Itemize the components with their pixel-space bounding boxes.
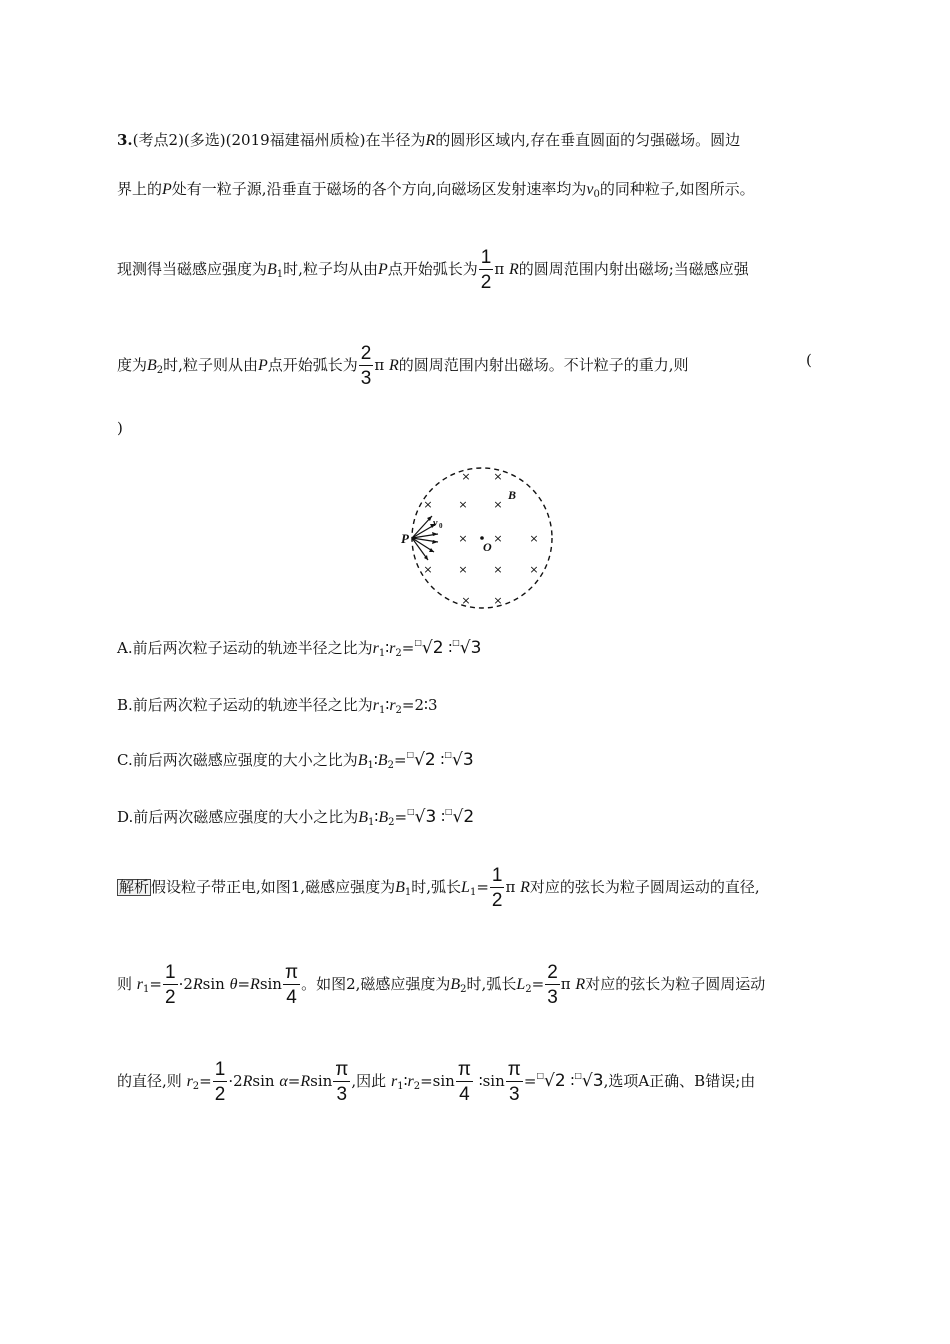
var-R: R bbox=[425, 132, 436, 149]
frac-num: 2 bbox=[547, 962, 558, 983]
frac-num: π bbox=[284, 962, 299, 983]
analysis-text: 则 bbox=[117, 975, 133, 993]
root-index: □ bbox=[407, 807, 415, 816]
question-line-1 bbox=[117, 133, 740, 149]
equals: = bbox=[523, 1072, 537, 1090]
ratio-colon: ∶ bbox=[373, 751, 378, 769]
ratio-colon: ∶ bbox=[403, 1072, 408, 1090]
var-r: r bbox=[186, 1073, 193, 1090]
answer-paren-close: ) bbox=[117, 419, 123, 437]
fraction-1-2 bbox=[490, 866, 505, 910]
var-r: r bbox=[389, 697, 396, 714]
subscript: 2 bbox=[460, 984, 467, 995]
option-text: A.前后两次粒子运动的轨迹半径之比为 bbox=[117, 639, 373, 657]
analysis-text: 时,弧长 bbox=[411, 878, 462, 896]
root-index: □ bbox=[444, 750, 452, 759]
sin: sin bbox=[252, 1072, 275, 1090]
subscript: 2 bbox=[156, 365, 164, 376]
label-B: B bbox=[508, 488, 517, 502]
cube-root-2 bbox=[445, 807, 474, 827]
equals: = bbox=[420, 1072, 433, 1090]
frac-den: 2 bbox=[164, 987, 176, 1008]
var-R: R bbox=[192, 976, 203, 993]
ratio-colon: ∶ bbox=[448, 639, 453, 657]
label-v0-sub: 0 bbox=[439, 522, 443, 530]
analysis-line-1 bbox=[117, 866, 760, 910]
frac-num: 1 bbox=[214, 1059, 226, 1080]
stem-text: 界上的 bbox=[117, 180, 163, 198]
var-r: r bbox=[390, 1073, 398, 1090]
fraction-1-2 bbox=[213, 1060, 228, 1104]
subscript: 1 bbox=[367, 760, 374, 771]
subscript: 1 bbox=[404, 887, 412, 898]
analysis-text: 假设粒子带正电,如图1,磁感应强度为 bbox=[151, 878, 396, 896]
pi-symbol: π bbox=[560, 975, 571, 993]
frac-den: 3 bbox=[509, 1084, 520, 1105]
fraction-2-3 bbox=[359, 344, 374, 388]
analysis-text: 的直径,则 bbox=[117, 1072, 182, 1090]
var-R: R bbox=[508, 261, 519, 278]
option-C[interactable] bbox=[117, 751, 474, 771]
var-R: R bbox=[300, 1073, 311, 1090]
subscript: 0 bbox=[593, 189, 600, 200]
cross-mark: × bbox=[461, 594, 471, 607]
var-R: R bbox=[575, 976, 586, 993]
option-D[interactable] bbox=[117, 808, 474, 828]
equals: = bbox=[199, 1072, 212, 1090]
root-index: □ bbox=[444, 807, 453, 816]
var-B: B bbox=[267, 261, 277, 278]
var-B: B bbox=[357, 752, 368, 769]
cross-mark: × bbox=[461, 470, 471, 483]
var-theta: θ bbox=[229, 976, 238, 993]
stem-text: 时,粒子均从由 bbox=[283, 260, 378, 278]
pi-symbol: π bbox=[494, 260, 505, 278]
cross-mark: × bbox=[423, 498, 433, 511]
question-line-3 bbox=[117, 248, 749, 292]
var-r: r bbox=[372, 640, 379, 657]
root-index: □ bbox=[414, 638, 422, 647]
var-B: B bbox=[378, 809, 389, 826]
var-r: r bbox=[407, 1073, 414, 1090]
stem-text: 的圆周范围内射出磁场。不计粒子的重力,则 bbox=[398, 356, 689, 374]
radicand: √2 bbox=[544, 1071, 566, 1091]
subscript: 1 bbox=[276, 269, 284, 280]
label-v0: v bbox=[433, 518, 438, 529]
subscript: 1 bbox=[379, 705, 386, 716]
option-A[interactable] bbox=[117, 639, 481, 659]
frac-den: 3 bbox=[360, 368, 372, 389]
root-index: □ bbox=[574, 1071, 582, 1080]
subscript: 2 bbox=[413, 1081, 421, 1092]
stem-text: 度为 bbox=[117, 356, 148, 374]
frac-den: 3 bbox=[547, 987, 558, 1008]
var-R: R bbox=[388, 357, 399, 374]
ratio-colon: ∶ bbox=[385, 696, 390, 714]
question-line-4 bbox=[117, 344, 689, 388]
subscript: 2 bbox=[395, 648, 402, 659]
subscript: 1 bbox=[469, 887, 477, 898]
label-O: O bbox=[483, 540, 492, 554]
radicand: √3 bbox=[414, 807, 437, 827]
cube-root-3 bbox=[407, 807, 436, 827]
stem-text: 点开始弧长为 bbox=[387, 260, 478, 278]
var-B: B bbox=[147, 357, 157, 374]
pi-symbol: π bbox=[505, 878, 516, 896]
analysis-text: 对应的弦长为粒子圆周运动的直径, bbox=[529, 878, 760, 896]
stem-text: 时,粒子则从由 bbox=[163, 356, 258, 374]
cross-mark: × bbox=[493, 563, 503, 576]
var-R: R bbox=[250, 976, 260, 993]
stem-text: 处有一粒子源,沿垂直于磁场的各个方向,向磁场区发射速率均为 bbox=[171, 180, 587, 198]
frac-num: 1 bbox=[480, 247, 492, 268]
var-B: B bbox=[377, 752, 388, 769]
stem-text: 点开始弧长为 bbox=[267, 356, 358, 374]
analysis-line-3 bbox=[117, 1060, 755, 1104]
sin: sin bbox=[482, 1072, 505, 1090]
var-B: B bbox=[395, 879, 405, 896]
sin: sin bbox=[259, 975, 282, 993]
subscript: 2 bbox=[525, 984, 532, 995]
frac-den: 4 bbox=[286, 987, 297, 1008]
var-R: R bbox=[242, 1073, 253, 1090]
radicand: √2 bbox=[414, 750, 436, 770]
var-v: v bbox=[586, 181, 594, 198]
analysis-line-2 bbox=[117, 963, 765, 1007]
radicand: √2 bbox=[452, 807, 475, 827]
radicand: √3 bbox=[451, 750, 474, 770]
frac-den: 3 bbox=[336, 1084, 348, 1105]
radicand: √2 bbox=[421, 638, 444, 658]
root-index: □ bbox=[452, 638, 460, 647]
equals: = bbox=[394, 808, 408, 826]
subscript: 1 bbox=[368, 817, 375, 828]
root-index: □ bbox=[406, 750, 415, 759]
subscript: 1 bbox=[397, 1081, 404, 1092]
cube-root-2 bbox=[407, 750, 436, 770]
fraction-1-2 bbox=[163, 963, 178, 1007]
stem-text: 的同种粒子,如图所示。 bbox=[599, 180, 755, 198]
option-text: C.前后两次磁感应强度的大小之比为 bbox=[117, 751, 358, 769]
cube-root-3 bbox=[444, 750, 473, 770]
option-text: D.前后两次磁感应强度的大小之比为 bbox=[117, 808, 359, 826]
cross-mark: × bbox=[493, 532, 503, 545]
cross-mark: × bbox=[493, 470, 503, 483]
frac-num: π bbox=[335, 1059, 349, 1080]
question-tags: (考点2)(多选)(2019福建福州质检) bbox=[132, 131, 366, 149]
analysis-text: ·2 bbox=[178, 975, 193, 993]
sin: sin bbox=[202, 975, 225, 993]
label-P: P bbox=[401, 531, 409, 546]
var-B: B bbox=[358, 809, 369, 826]
cross-mark: × bbox=[529, 563, 539, 576]
option-B[interactable] bbox=[117, 698, 437, 716]
frac-num: π bbox=[507, 1059, 521, 1080]
frac-num: π bbox=[457, 1059, 471, 1080]
question-number: 3. bbox=[117, 131, 133, 149]
var-L: L bbox=[516, 976, 526, 993]
cube-root-2 bbox=[536, 1071, 565, 1091]
cross-mark: × bbox=[493, 594, 503, 607]
ratio-colon: ∶ bbox=[441, 808, 445, 826]
equals: = bbox=[393, 751, 407, 769]
stem-text: 的圆周范围内射出磁场;当磁感应强 bbox=[518, 260, 749, 278]
sin: sin bbox=[432, 1072, 455, 1090]
analysis-text: ,因此 bbox=[351, 1072, 387, 1090]
subscript: 1 bbox=[378, 648, 386, 659]
cross-mark: × bbox=[493, 498, 503, 511]
radicand: √3 bbox=[581, 1071, 604, 1091]
ratio-colon: ∶ bbox=[570, 1072, 575, 1090]
fraction-1-2 bbox=[479, 248, 494, 292]
var-L: L bbox=[461, 879, 470, 896]
fraction-pi-3 bbox=[333, 1060, 350, 1104]
frac-den: 2 bbox=[214, 1084, 226, 1105]
cube-root-3 bbox=[574, 1071, 603, 1091]
subscript: 2 bbox=[387, 760, 394, 771]
frac-num: 2 bbox=[360, 343, 372, 364]
frac-num: 1 bbox=[491, 865, 503, 886]
cube-root-3 bbox=[452, 638, 481, 658]
subscript: 2 bbox=[395, 705, 402, 716]
cube-root-2 bbox=[414, 638, 443, 658]
var-alpha: α bbox=[279, 1073, 288, 1090]
analysis-text: ,选项A正确、B错误;由 bbox=[603, 1072, 756, 1090]
pi-symbol: π bbox=[374, 356, 385, 374]
magnetic-field-diagram bbox=[392, 466, 560, 610]
var-B: B bbox=[450, 976, 461, 993]
ratio-colon: ∶ bbox=[385, 639, 390, 657]
analysis-text: 。如图2,磁感应强度为 bbox=[301, 975, 451, 993]
root-index: □ bbox=[536, 1071, 545, 1080]
var-r: r bbox=[389, 640, 396, 657]
ratio-colon: ∶ bbox=[478, 1072, 483, 1090]
analysis-label: 解析 bbox=[119, 878, 150, 896]
frac-den: 2 bbox=[480, 272, 492, 293]
equals: = bbox=[237, 975, 251, 993]
frac-num: 1 bbox=[164, 962, 176, 983]
ratio-value: =2∶3 bbox=[401, 696, 438, 714]
cross-mark: × bbox=[458, 532, 468, 545]
analysis-text: 时,弧长 bbox=[466, 975, 517, 993]
fraction-pi-3 bbox=[506, 1060, 523, 1104]
cross-mark: × bbox=[458, 498, 468, 511]
ratio-colon: ∶ bbox=[374, 808, 379, 826]
subscript: 1 bbox=[143, 984, 150, 995]
frac-den: 4 bbox=[459, 1084, 470, 1105]
stem-text: 的圆形区域内,存在垂直圆面的匀强磁场。圆边 bbox=[435, 131, 741, 149]
equals: = bbox=[531, 975, 545, 993]
var-r: r bbox=[372, 697, 380, 714]
fraction-2-3 bbox=[545, 963, 560, 1007]
fraction-pi-4 bbox=[456, 1060, 473, 1104]
analysis-text: 对应的弦长为粒子圆周运动 bbox=[585, 975, 766, 993]
stem-text: 在半径为 bbox=[365, 131, 426, 149]
equals: = bbox=[401, 639, 415, 657]
equals: = bbox=[149, 975, 162, 993]
option-text: B.前后两次粒子运动的轨迹半径之比为 bbox=[117, 696, 373, 714]
subscript: 2 bbox=[192, 1081, 200, 1092]
cross-mark: × bbox=[458, 563, 468, 576]
analysis-text: ·2 bbox=[228, 1072, 243, 1090]
ratio-colon: ∶ bbox=[440, 751, 445, 769]
var-R: R bbox=[520, 879, 530, 896]
var-P: P bbox=[257, 357, 268, 374]
cross-mark: × bbox=[423, 563, 433, 576]
radicand: √3 bbox=[459, 638, 482, 658]
sin: sin bbox=[310, 1072, 333, 1090]
cross-mark: × bbox=[529, 532, 539, 545]
equals: = bbox=[476, 878, 489, 896]
var-r: r bbox=[136, 976, 144, 993]
frac-den: 2 bbox=[491, 890, 503, 911]
var-P: P bbox=[377, 261, 388, 278]
var-P: P bbox=[162, 181, 172, 198]
fraction-pi-4 bbox=[283, 963, 300, 1007]
equals: = bbox=[287, 1072, 301, 1090]
answer-paren-open: ( bbox=[806, 351, 812, 369]
stem-text: 现测得当磁感应强度为 bbox=[117, 260, 268, 278]
subscript: 2 bbox=[388, 817, 395, 828]
question-line-2 bbox=[117, 182, 755, 200]
